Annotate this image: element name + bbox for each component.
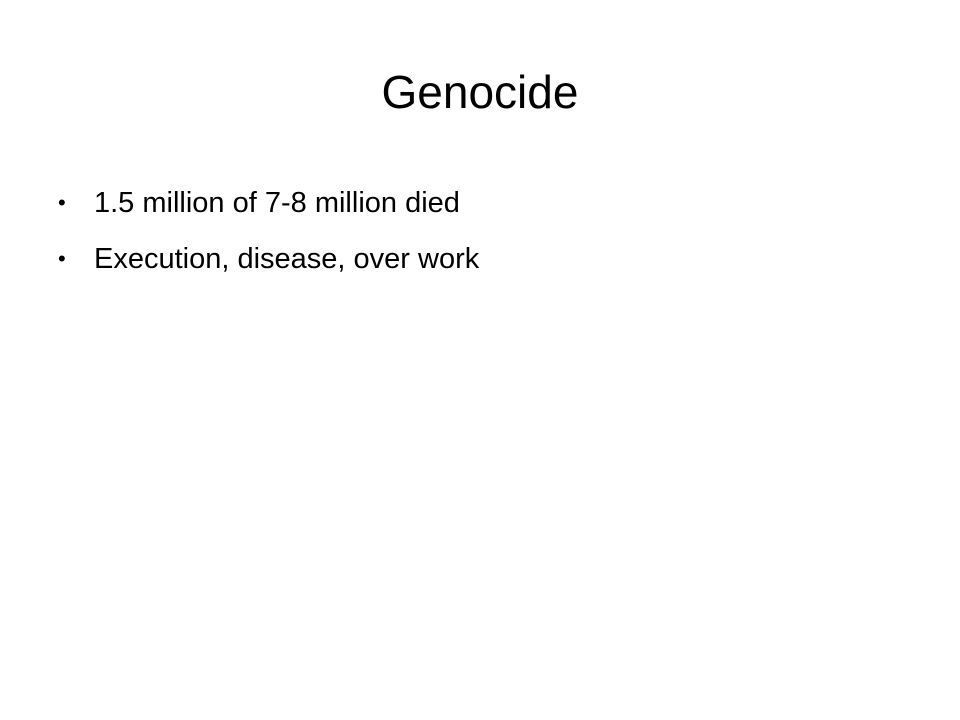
bullet-item [58, 234, 918, 284]
bullet-text: Execution, disease, over work [94, 243, 480, 275]
bullet-item [58, 178, 918, 228]
bullet-text: 1.5 million of 7-8 million died [94, 187, 460, 219]
bullet-list [58, 178, 918, 290]
bullet-icon: • [58, 246, 66, 271]
slide-title: Genocide [381, 66, 579, 118]
bullet-icon: • [58, 190, 66, 215]
